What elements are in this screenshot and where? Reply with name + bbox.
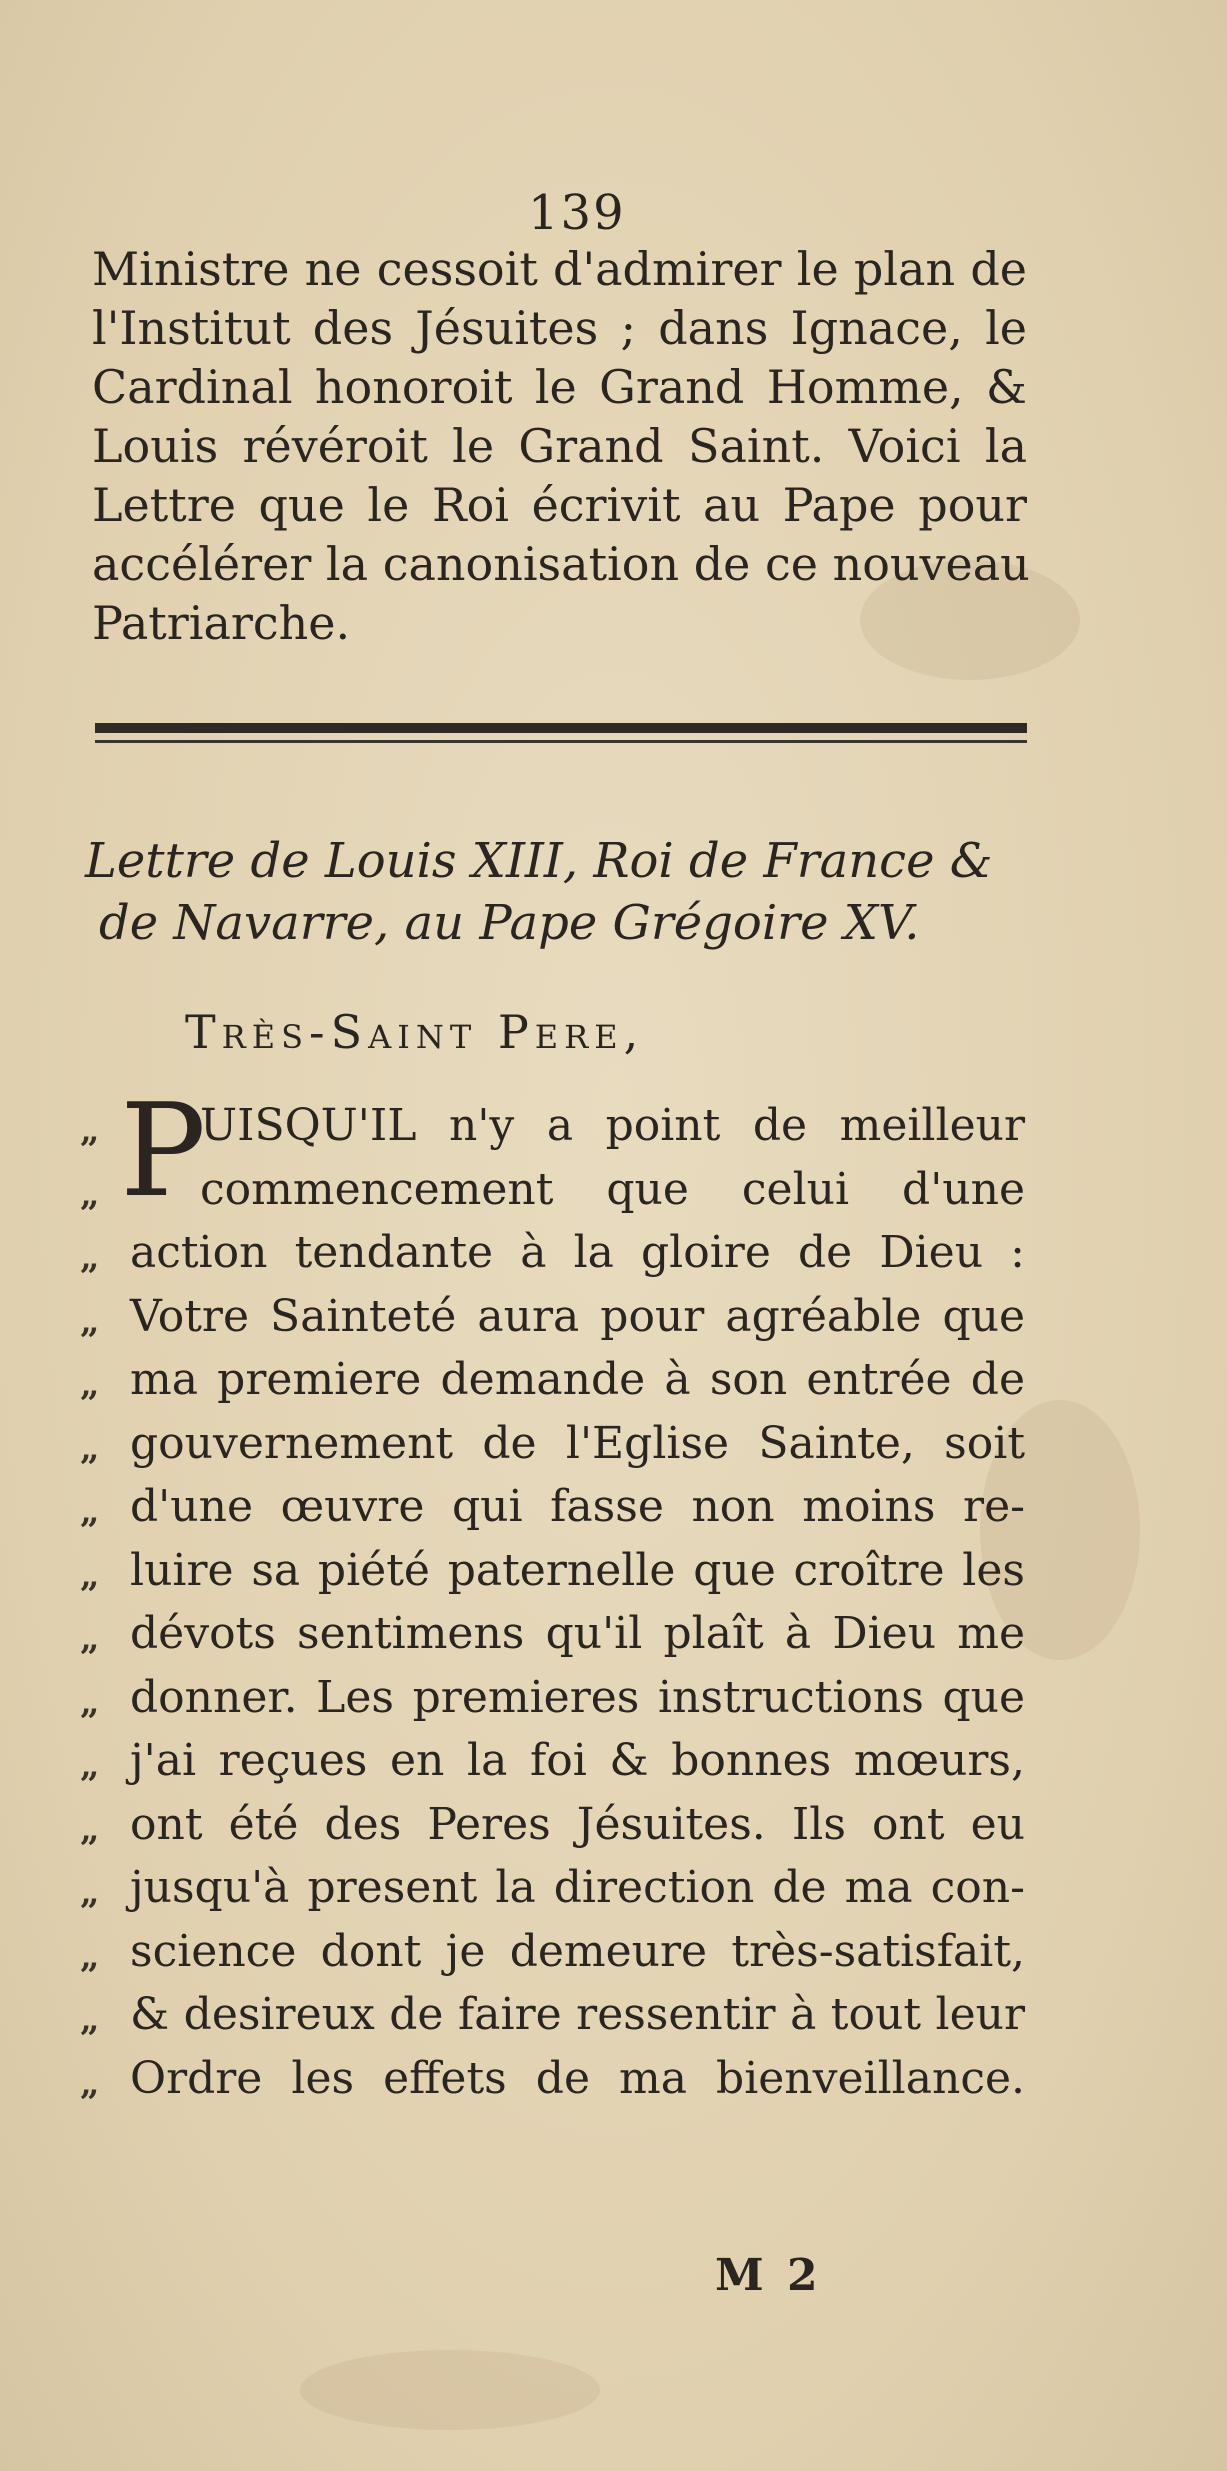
- drop-cap: P: [120, 1077, 207, 1226]
- quote-mark: „: [80, 1365, 100, 1405]
- letter-title-line: Lettre de Louis XIII, Roi de France &: [85, 833, 993, 889]
- letter-line: science dont je demeure très-satisfait,: [130, 1925, 1025, 1977]
- quote-mark: „: [80, 2063, 100, 2104]
- quote-mark: „: [80, 1174, 100, 1215]
- text-line: Louis révéroit le Grand Saint. Voici la: [92, 419, 1027, 473]
- letter-line: ont été des Peres Jésuites. Ils ont eu: [130, 1798, 1025, 1850]
- text-line: Lettre que le Roi écrivit au Pape pour: [92, 478, 1027, 532]
- salutation: Très-Saint Pere,: [185, 1005, 645, 1059]
- body-paragraph: [92, 240, 1030, 653]
- letter-body: [130, 1094, 1025, 2110]
- text-line: accélérer la canonisation de ce nouveau: [92, 537, 1030, 591]
- letter-line: action tendante à la gloire de Dieu :: [130, 1227, 1025, 1278]
- quote-mark: „: [80, 1682, 100, 1723]
- letter-line: Ordre les effets de ma bienveillance.: [130, 2052, 1025, 2104]
- letter-line: & desireux de faire ressentir à tout leur: [130, 1989, 1025, 2040]
- letter-line: commencement que celui d'une: [200, 1163, 1025, 1215]
- letter-line: Votre Sainteté aura pour agréable que: [130, 1290, 1025, 1342]
- paper-stain: [300, 2350, 600, 2430]
- text-line: l'Institut des Jésuites ; dans Ignace, le: [92, 301, 1027, 355]
- letter-line: gouvernement de l'Eglise Sainte, soit: [130, 1417, 1025, 1469]
- quote-mark: „: [80, 1873, 100, 1913]
- quotation-marks-column: [80, 1100, 120, 2116]
- signature-mark: M 2: [715, 2250, 822, 2301]
- quote-mark: „: [80, 2000, 100, 2040]
- letter-line: dévots sentimens qu'il plaît à Dieu me: [130, 1608, 1025, 1659]
- text-line: Cardinal honoroit le Grand Homme, &: [92, 360, 1027, 414]
- page-number: 139: [528, 185, 626, 241]
- quote-mark: „: [80, 1936, 100, 1977]
- quote-mark: „: [80, 1746, 100, 1786]
- quote-mark: „: [80, 1301, 100, 1342]
- quote-mark: „: [80, 1492, 100, 1532]
- letter-line: jusqu'à present la direction de ma con-: [130, 1862, 1025, 1913]
- text-line: Ministre ne cessoit d'admirer le plan de: [92, 242, 1027, 296]
- letter-line: donner. Les premieres instructions que: [130, 1671, 1025, 1723]
- quote-mark: „: [80, 1111, 100, 1151]
- quote-mark: „: [80, 1238, 100, 1278]
- letter-line: luire sa piété paternelle que croître les: [130, 1544, 1025, 1596]
- text-line: Patriarche.: [92, 596, 351, 650]
- quote-mark: „: [80, 1809, 100, 1850]
- quote-mark: „: [80, 1555, 100, 1596]
- quote-mark: „: [80, 1619, 100, 1659]
- ornamental-rule-thin: [95, 740, 1027, 743]
- ornamental-rule-thick: [95, 723, 1027, 733]
- letter-line: d'une œuvre qui fasse non moins re-: [130, 1481, 1025, 1532]
- letter-title: [85, 830, 1035, 954]
- letter-line: ma premiere demande à son entrée de: [130, 1354, 1025, 1405]
- quote-mark: „: [80, 1428, 100, 1469]
- letter-line: j'ai reçues en la foi & bonnes mœurs,: [130, 1735, 1025, 1786]
- letter-title-line: de Navarre, au Pape Grégoire XV.: [99, 895, 920, 951]
- letter-line: UISQU'IL n'y a point de meilleur: [200, 1100, 1025, 1151]
